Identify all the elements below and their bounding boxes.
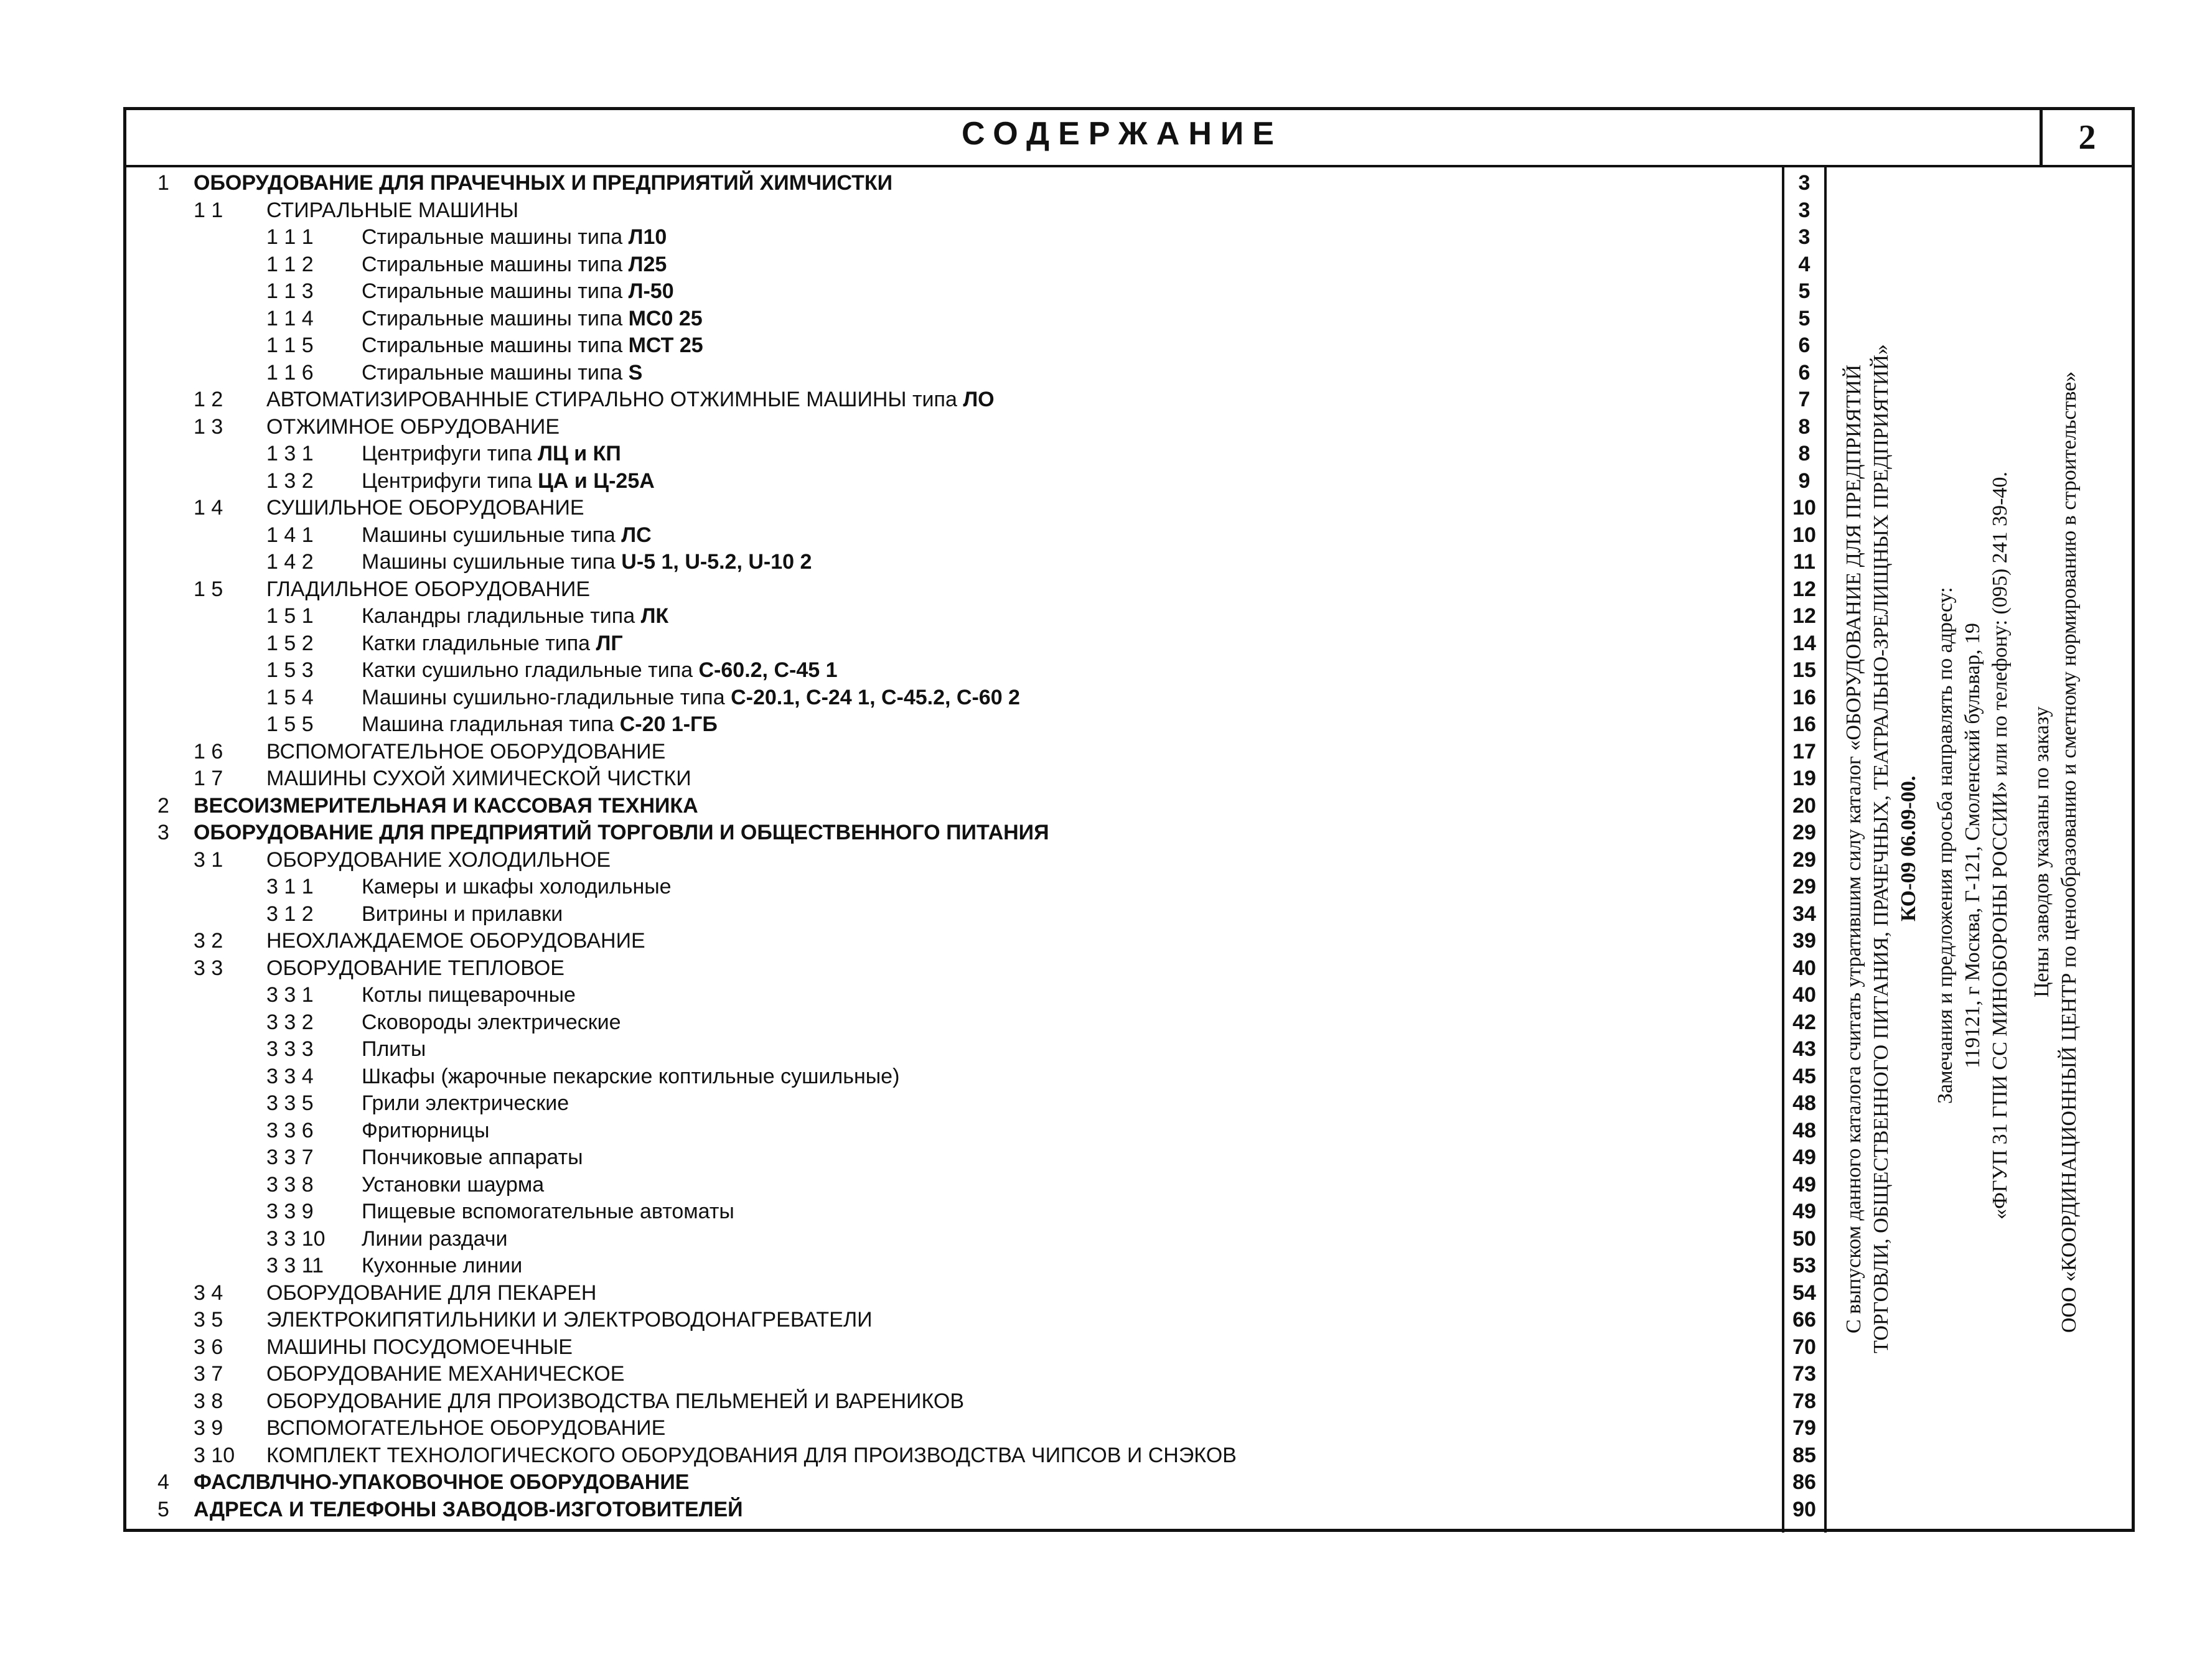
entry-title <box>266 765 691 793</box>
note-line: Цены заводов указаны по заказу <box>2030 706 2053 997</box>
entry-number: 1 5 4 <box>266 685 314 709</box>
entry-number: 3 6 <box>194 1335 223 1359</box>
entry-text: Камеры и шкафы холодильные <box>362 875 672 898</box>
entry-model: ЛО <box>963 388 995 411</box>
entry-page: 70 <box>1792 1335 1816 1359</box>
entry-number: 3 3 <box>194 956 223 980</box>
entry-page: 16 <box>1792 712 1816 736</box>
entry-page: 3 <box>1798 198 1811 222</box>
side-notes <box>1829 167 2134 1533</box>
entry-text: Катки сушильно гладильные типа <box>362 658 693 682</box>
entry-page: 6 <box>1798 334 1811 357</box>
entry-title <box>266 1415 665 1442</box>
entry-number: 3 1 1 <box>266 875 314 898</box>
entry-text: ФАСЛВЛЧНО-УПАКОВОЧНОЕ ОБОРУДОВАНИЕ <box>194 1470 690 1494</box>
entry-number: 3 2 <box>194 929 223 953</box>
entry-page: 42 <box>1792 1010 1816 1034</box>
entry-number: 1 3 <box>194 414 223 439</box>
entry-title <box>194 170 892 197</box>
entry-title <box>362 468 655 495</box>
entry-number: 1 4 1 <box>266 523 314 547</box>
toc-entry <box>126 1090 1827 1118</box>
entry-number: 2 <box>157 793 169 818</box>
entry-title <box>266 576 590 604</box>
entry-number: 3 3 5 <box>266 1091 314 1115</box>
entry-page: 20 <box>1792 793 1816 818</box>
entry-text: Пищевые вспомогательные автоматы <box>362 1200 734 1223</box>
entry-text: Стиральные машины типа <box>362 360 623 385</box>
entry-page: 5 <box>1798 279 1811 303</box>
note-prices <box>2028 186 2083 1518</box>
entry-number: 3 1 2 <box>266 902 314 926</box>
entry-text: ВСПОМОГАТЕЛЬНОЕ ОБОРУДОВАНИЕ <box>266 739 666 763</box>
entry-title <box>362 630 623 658</box>
toc-entry <box>126 1496 1827 1524</box>
entry-page: 49 <box>1792 1146 1816 1169</box>
toc-entry <box>126 630 1827 658</box>
entry-number: 3 3 6 <box>266 1118 314 1142</box>
toc-entry <box>126 386 1827 414</box>
entry-page: 29 <box>1792 875 1816 898</box>
entry-number: 3 3 7 <box>266 1146 314 1169</box>
entry-page: 40 <box>1792 983 1816 1007</box>
toc-entry <box>126 1334 1827 1361</box>
entry-title <box>362 901 563 928</box>
entry-number: 1 7 <box>194 767 223 790</box>
entry-number: 1 6 <box>194 739 223 763</box>
entry-page: 66 <box>1792 1308 1816 1332</box>
toc-entry <box>126 251 1827 279</box>
toc-entry <box>126 874 1827 901</box>
entry-page: 11 <box>1793 550 1815 574</box>
entry-page: 48 <box>1792 1091 1816 1115</box>
toc-entry <box>126 1226 1827 1253</box>
entry-text: АДРЕСА И ТЕЛЕФОНЫ ЗАВОДОВ-ИЗГОТОВИТЕЛЕЙ <box>194 1497 743 1521</box>
entry-title <box>362 657 838 684</box>
document-frame <box>123 107 2135 1532</box>
entry-number: 1 5 2 <box>266 631 314 655</box>
entry-text: Стиральные машины типа <box>362 306 623 330</box>
entry-text: СТИРАЛЬНЫЕ МАШИНЫ <box>266 198 519 222</box>
entry-title <box>362 441 621 468</box>
entry-page: 53 <box>1792 1254 1816 1277</box>
entry-text: Стиральные машины типа <box>362 279 623 303</box>
toc-entry <box>126 1063 1827 1091</box>
toc-entry <box>126 1036 1827 1063</box>
entry-page: 5 <box>1798 306 1811 330</box>
entry-text: Стиральные машины типа <box>362 252 623 276</box>
entry-model: МС0 25 <box>628 306 703 330</box>
entry-text: Центрифуги типа <box>362 469 532 493</box>
entry-number: 1 1 5 <box>266 334 314 357</box>
entry-text: Грили электрические <box>362 1091 569 1115</box>
entry-page: 16 <box>1792 685 1816 709</box>
entry-page: 78 <box>1792 1389 1816 1413</box>
toc-entry <box>126 928 1827 955</box>
entry-number: 1 4 <box>194 496 223 520</box>
entry-page: 29 <box>1792 821 1816 844</box>
entry-number: 1 1 6 <box>266 360 314 385</box>
entry-page: 6 <box>1798 360 1811 385</box>
toc-entry <box>126 1415 1827 1442</box>
entry-title <box>362 684 1020 712</box>
entry-title <box>362 1063 899 1091</box>
entry-title <box>266 1388 964 1416</box>
title-bar <box>126 110 2132 167</box>
entry-title <box>266 414 560 441</box>
toc-entry <box>126 1361 1827 1388</box>
entry-title <box>362 332 703 360</box>
entry-number: 1 1 1 <box>266 225 314 249</box>
toc-entry <box>126 901 1827 928</box>
entry-page: 10 <box>1792 523 1816 547</box>
entry-text: Плиты <box>362 1037 426 1061</box>
entry-page: 8 <box>1798 414 1811 439</box>
entry-title <box>194 1496 743 1524</box>
entry-title <box>362 306 703 333</box>
entry-text: Машины сушильно-гладильные типа <box>362 685 725 709</box>
entry-page: 9 <box>1798 469 1811 493</box>
entry-page: 34 <box>1792 902 1816 926</box>
entry-number: 3 3 1 <box>266 983 314 1007</box>
toc-entry <box>126 819 1827 847</box>
entry-model: ЦА и Ц-25А <box>538 469 655 493</box>
entry-page: 79 <box>1792 1416 1816 1440</box>
entry-title <box>362 1090 569 1118</box>
entry-page: 4 <box>1798 252 1811 276</box>
entry-text: МАШИНЫ ПОСУДОМОЕЧНЫЕ <box>266 1335 573 1359</box>
toc-entry <box>126 1009 1827 1037</box>
entry-number: 3 3 10 <box>266 1226 326 1251</box>
entry-text: ОБОРУДОВАНИЕ ДЛЯ ПРАЧЕЧНЫХ И ПРЕДПРИЯТИЙ ХИМЧИСТКИ <box>194 171 893 195</box>
entry-title <box>362 360 642 387</box>
toc-entry <box>126 468 1827 495</box>
entry-model: С-20 1-ГБ <box>619 712 718 736</box>
toc-entry <box>126 441 1827 468</box>
entry-title <box>362 522 652 549</box>
entry-page: 85 <box>1792 1443 1816 1467</box>
entry-page: 17 <box>1792 739 1816 763</box>
toc-entry <box>126 1118 1827 1145</box>
entry-page: 12 <box>1792 577 1816 601</box>
note-line: ООО «КООРДИНАЦИОННЫЙ ЦЕНТР по ценообразованию и сметному нормированию в строительстве» <box>2058 371 2081 1333</box>
entry-number: 3 9 <box>194 1416 223 1440</box>
entry-text: МАШИНЫ СУХОЙ ХИМИЧЕСКОЙ ЧИСТКИ <box>266 767 691 790</box>
toc-entry <box>126 522 1827 549</box>
entry-page: 86 <box>1792 1470 1816 1494</box>
entry-number: 1 <box>157 171 169 195</box>
entry-text: Машина гладильная типа <box>362 712 614 736</box>
entry-model: Л10 <box>628 225 667 249</box>
toc-entry <box>126 197 1827 225</box>
toc-entry <box>126 739 1827 766</box>
toc-entry <box>126 711 1827 739</box>
entry-title <box>266 1442 1237 1470</box>
entry-text: Машины сушильные типа <box>362 550 616 574</box>
entry-title <box>362 1198 734 1226</box>
entry-page: 43 <box>1792 1037 1816 1061</box>
entry-text: СУШИЛЬНОЕ ОБОРУДОВАНИЕ <box>266 496 584 520</box>
entry-text: Пончиковые аппараты <box>362 1146 583 1169</box>
entry-title <box>362 1009 621 1037</box>
entry-text: ОТЖИМНОЕ ОБРУДОВАНИЕ <box>266 414 560 439</box>
entry-page: 48 <box>1792 1118 1816 1142</box>
note-supersedes <box>1840 192 1923 1505</box>
entry-text: Машины сушильные типа <box>362 523 616 547</box>
entry-title <box>362 982 576 1009</box>
entry-text: ОБОРУДОВАНИЕ ДЛЯ ПЕКАРЕН <box>266 1281 597 1305</box>
entry-title <box>362 1253 522 1280</box>
toc-entry <box>126 982 1827 1009</box>
entry-page: 49 <box>1792 1172 1816 1197</box>
entry-page: 19 <box>1792 767 1816 790</box>
entry-model: S <box>628 360 643 385</box>
toc-entry <box>126 1253 1827 1280</box>
entry-number: 1 1 2 <box>266 252 314 276</box>
toc-entry <box>126 684 1827 712</box>
entry-title <box>266 739 665 766</box>
entry-page: 29 <box>1792 847 1816 872</box>
toc-entry <box>126 955 1827 982</box>
note-line: ТОРГОВЛИ, ОБЩЕСТВЕННОГО ПИТАНИЯ, ПРАЧЕЧНЫХ, ТЕАТРАЛЬНО-ЗРЕЛИЩНЫХ ПРЕДПРИЯТИЙ» <box>1870 344 1893 1353</box>
toc-table <box>126 167 1827 1533</box>
entry-text: ГЛАДИЛЬНОЕ ОБОРУДОВАНИЕ <box>266 577 591 601</box>
entry-text: Линии раздачи <box>362 1226 508 1251</box>
entry-title <box>362 1118 489 1145</box>
entry-number: 3 8 <box>194 1389 223 1413</box>
toc-entry <box>126 332 1827 360</box>
entry-page: 12 <box>1792 604 1816 628</box>
entry-title <box>194 819 1049 847</box>
entry-text: Стиральные машины типа <box>362 334 623 357</box>
entry-text: ОБОРУДОВАНИЕ ДЛЯ ПРОИЗВОДСТВА ПЕЛЬМЕНЕЙ И ВАРЕНИКОВ <box>266 1389 965 1413</box>
toc-entry <box>126 360 1827 387</box>
entry-number: 3 10 <box>194 1443 235 1467</box>
entry-page: 45 <box>1792 1064 1816 1088</box>
toc-entry <box>126 1307 1827 1334</box>
toc-entry <box>126 306 1827 333</box>
entry-text: Стиральные машины типа <box>362 225 623 249</box>
toc-entry <box>126 765 1827 793</box>
toc-entry <box>126 414 1827 441</box>
entry-title <box>266 847 611 874</box>
entry-number: 3 3 4 <box>266 1064 314 1088</box>
entry-model: МСТ 25 <box>628 334 703 357</box>
page-title: СОДЕРЖАНИЕ <box>962 116 1283 152</box>
entry-title <box>266 1361 624 1388</box>
entry-number: 1 3 2 <box>266 469 314 493</box>
entry-number: 3 3 2 <box>266 1010 314 1034</box>
entry-page: 10 <box>1792 496 1816 520</box>
entry-page: 40 <box>1792 956 1816 980</box>
entry-title <box>362 874 672 901</box>
entry-page: 14 <box>1792 631 1816 655</box>
entry-title <box>362 224 667 251</box>
entry-text: ОБОРУДОВАНИЕ ТЕПЛОВОЕ <box>266 956 564 980</box>
entry-model: Л-50 <box>628 279 674 303</box>
entry-page: 8 <box>1798 442 1811 465</box>
entry-text: Витрины и прилавки <box>362 902 563 926</box>
entry-number: 1 4 2 <box>266 550 314 574</box>
toc-entry <box>126 847 1827 874</box>
entry-model: ЛГ <box>596 631 623 655</box>
entry-text: ОБОРУДОВАНИЕ ДЛЯ ПРЕДПРИЯТИЙ ТОРГОВЛИ И ОБЩЕСТВЕННОГО ПИТАНИЯ <box>194 821 1049 844</box>
entry-title <box>362 1036 426 1063</box>
entry-model: С-60.2, С-45 1 <box>698 658 838 682</box>
entry-model: Л25 <box>628 252 667 276</box>
entry-title <box>266 1307 873 1334</box>
entry-text: Каландры гладильные типа <box>362 604 635 628</box>
entry-text: Фритюрницы <box>362 1118 490 1142</box>
note-line: КО-09 06.09-00. <box>1897 775 1920 922</box>
entry-number: 3 4 <box>194 1281 223 1305</box>
note-line: 119121, г Москва, Г-121, Смоленский бульвар, 19 <box>1961 623 1984 1068</box>
entry-text: ЭЛЕКТРОКИПЯТИЛЬНИКИ И ЭЛЕКТРОВОДОНАГРЕВАТЕЛИ <box>266 1308 873 1332</box>
toc-entry <box>126 1172 1827 1199</box>
entry-page: 39 <box>1792 929 1816 953</box>
entry-number: 1 2 <box>194 388 223 411</box>
entry-number: 3 5 <box>194 1308 223 1332</box>
entry-text: Шкафы (жарочные пекарские коптильные сушильные) <box>362 1064 900 1088</box>
note-line: «ФГУП 31 ГПИ СС МИНОБОРОНЫ РОССИИ» или по телефону: (095) 241 39-40. <box>1989 472 2012 1220</box>
entry-page: 50 <box>1792 1226 1816 1251</box>
entry-text: ОБОРУДОВАНИЕ ХОЛОДИЛЬНОЕ <box>266 847 611 872</box>
entry-number: 1 3 1 <box>266 442 314 465</box>
entry-text: Кухонные линии <box>362 1254 523 1277</box>
entry-text: КОМПЛЕКТ ТЕХНОЛОГИЧЕСКОГО ОБОРУДОВАНИЯ ДЛЯ ПРОИЗВОДСТВА ЧИПСОВ И СНЭКОВ <box>266 1443 1237 1467</box>
toc-entry <box>126 576 1827 604</box>
toc-entry <box>126 1388 1827 1416</box>
note-line: Замечания и предложения просьба направлять по адресу: <box>1934 587 1957 1104</box>
entry-title <box>362 549 812 576</box>
entry-model: С-20.1, С-24 1, С-45.2, С-60 2 <box>731 685 1020 709</box>
entry-number: 1 1 <box>194 198 223 222</box>
entry-page: 54 <box>1792 1281 1816 1305</box>
entry-number: 3 1 <box>194 847 223 872</box>
toc-entry <box>126 1280 1827 1307</box>
entry-title <box>362 711 718 739</box>
toc-entry <box>126 603 1827 630</box>
entry-text: Катки гладильные типа <box>362 631 591 655</box>
entry-title <box>266 386 995 414</box>
entry-title <box>266 928 645 955</box>
entry-title <box>362 603 668 630</box>
entry-text: ВЕСОИЗМЕРИТЕЛЬНАЯ И КАССОВАЯ ТЕХНИКА <box>194 793 698 818</box>
note-address <box>1932 379 2014 1312</box>
entry-model: ЛК <box>640 604 669 628</box>
entry-number: 3 7 <box>194 1362 223 1386</box>
entry-text: Центрифуги типа <box>362 442 532 465</box>
entry-title <box>362 1172 544 1199</box>
toc-entry <box>126 495 1827 522</box>
entry-title <box>266 1280 597 1307</box>
entry-title <box>194 793 698 820</box>
toc-entry <box>126 657 1827 684</box>
entry-page: 73 <box>1792 1362 1816 1386</box>
entry-title <box>362 1144 583 1172</box>
toc-entry <box>126 1442 1827 1470</box>
entry-number: 1 1 3 <box>266 279 314 303</box>
toc-entry <box>126 793 1827 820</box>
entry-text: Котлы пищеварочные <box>362 983 576 1007</box>
entry-number: 1 1 4 <box>266 306 314 330</box>
toc-entry <box>126 278 1827 306</box>
entry-number: 4 <box>157 1470 169 1494</box>
entry-page: 15 <box>1792 658 1816 682</box>
entry-number: 1 5 5 <box>266 712 314 736</box>
entry-number: 3 3 8 <box>266 1172 314 1197</box>
entry-number: 3 3 9 <box>266 1200 314 1223</box>
entry-text: Установки шаурма <box>362 1172 545 1197</box>
toc-entry <box>126 224 1827 251</box>
entry-title <box>266 495 584 522</box>
entry-title <box>266 1334 573 1361</box>
entry-text: НЕОХЛАЖДАЕМОЕ ОБОРУДОВАНИЕ <box>266 929 645 953</box>
entry-number: 5 <box>157 1497 169 1521</box>
entry-text: АВТОМАТИЗИРОВАННЫЕ СТИРАЛЬНО ОТЖИМНЫЕ МАШИНЫ типа <box>266 388 957 411</box>
entry-page: 90 <box>1792 1497 1816 1521</box>
toc-entry <box>126 1144 1827 1172</box>
entry-model: ЛС <box>621 523 652 547</box>
entry-number: 1 5 <box>194 577 223 601</box>
entry-title <box>362 251 667 279</box>
entry-title <box>266 955 564 982</box>
entry-page: 49 <box>1792 1200 1816 1223</box>
entry-text: ОБОРУДОВАНИЕ МЕХАНИЧЕСКОЕ <box>266 1362 625 1386</box>
page-number: 2 <box>2040 110 2132 165</box>
entry-number: 1 5 3 <box>266 658 314 682</box>
entry-model: U-5 1, U-5.2, U-10 2 <box>621 550 812 574</box>
entry-title <box>362 1226 508 1253</box>
entry-number: 3 3 3 <box>266 1037 314 1061</box>
toc-entry <box>126 1198 1827 1226</box>
entry-page: 7 <box>1798 388 1811 411</box>
entry-text: ВСПОМОГАТЕЛЬНОЕ ОБОРУДОВАНИЕ <box>266 1416 666 1440</box>
entry-number: 3 <box>157 821 169 844</box>
entry-model: ЛЦ и КП <box>538 442 621 465</box>
entry-number: 1 5 1 <box>266 604 314 628</box>
entry-title <box>266 197 518 225</box>
entry-number: 3 3 11 <box>266 1254 324 1277</box>
toc-entry <box>126 549 1827 576</box>
entry-page: 3 <box>1798 171 1811 195</box>
entry-title <box>194 1469 689 1496</box>
entry-page: 3 <box>1798 225 1811 249</box>
entry-title <box>362 278 674 306</box>
note-line: С выпуском данного каталога считать утратившим силу каталог «ОБОРУДОВАНИЕ ДЛЯ ПРЕДПРИЯТИЙ <box>1842 364 1865 1333</box>
toc-entry <box>126 1469 1827 1496</box>
entry-text: Сковороды электрические <box>362 1010 621 1034</box>
toc-entry <box>126 170 1827 197</box>
